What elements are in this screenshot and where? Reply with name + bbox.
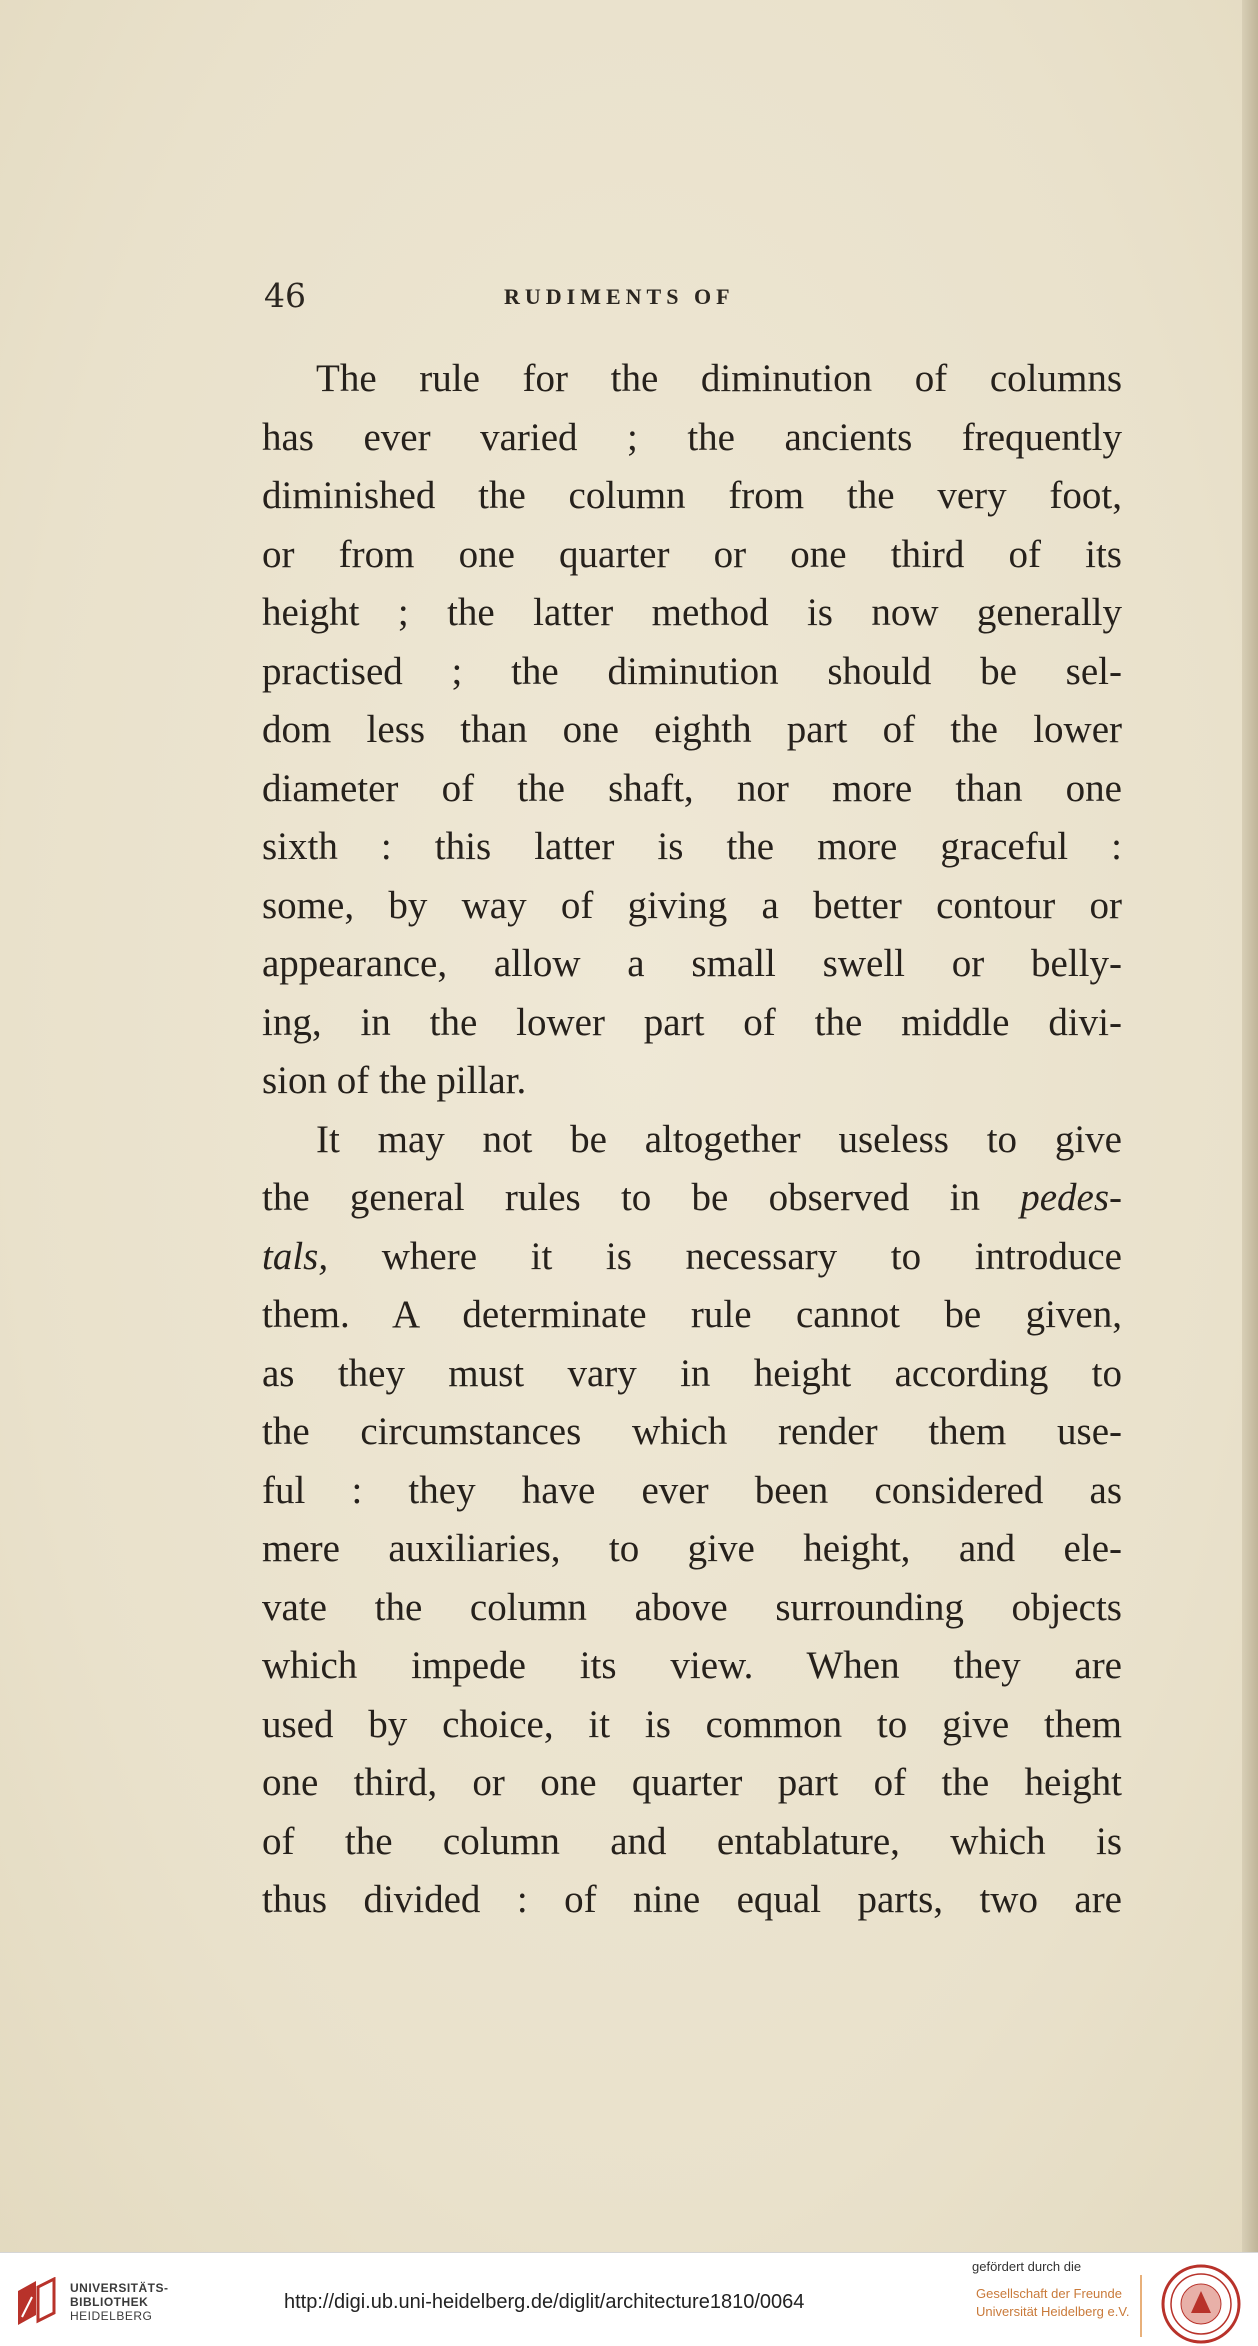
library-footer [0, 2252, 1258, 2346]
text-line: It may not be altogether useless to give [316, 1117, 1122, 1161]
text-line: one third, or one quarter part of the height [262, 1761, 1122, 1804]
text-span: where it is necessary to introduce [328, 1234, 1122, 1278]
university-seal-icon [1160, 2263, 1242, 2345]
text-span: the general rules to be observed in [262, 1176, 980, 1219]
running-head [264, 276, 984, 322]
page-number: 46 [264, 276, 306, 315]
text-line: The rule for the diminution of columns [316, 357, 1122, 400]
text-line: sion of the pillar. [262, 1059, 527, 1102]
text-line: as they must vary in height according to [262, 1351, 1122, 1395]
text-line: has ever varied ; the ancients frequently [262, 415, 1122, 459]
text-line: diameter of the shaft, nor more than one [262, 766, 1122, 810]
text-line [262, 1228, 1122, 1287]
text-line: vate the column above surrounding objects [262, 1585, 1122, 1629]
library-name-line: BIBLIOTHEK [70, 2295, 149, 2309]
text-line: thus divided : of nine equal parts, two are [262, 1878, 1122, 1921]
library-name-line: UNIVERSITÄTS- [70, 2281, 169, 2295]
divider [1140, 2275, 1142, 2337]
text-line: dom less than one eighth part of the lower [262, 708, 1122, 751]
text-line: appearance, allow a small swell or belly- [262, 942, 1122, 985]
text-line-with-italic [262, 1169, 1122, 1228]
university-library-logo-icon [14, 2277, 58, 2329]
text-line: sixth : this latter is the more graceful : [262, 825, 1122, 868]
page-edge-shadow [1242, 0, 1258, 2252]
sponsor-name-line: Gesellschaft der Freunde [976, 2286, 1122, 2301]
text-line: some, by way of giving a better contour or [262, 883, 1122, 927]
sponsor-name-line: Universität Heidelberg e.V. [976, 2304, 1130, 2319]
body-text [262, 350, 1122, 1930]
text-line: practised ; the diminution should be sel- [262, 649, 1122, 693]
text-line: of the column and entablature, which is [262, 1819, 1122, 1863]
library-name [70, 2281, 169, 2323]
italic-word-continuation: tals, [262, 1234, 329, 1278]
permalink-url[interactable]: http://digi.ub.uni-heidelberg.de/diglit/architecture1810/0064 [284, 2291, 805, 2313]
text-line: which impede its view. When they are [262, 1644, 1122, 1687]
text-line: height ; the latter method is now generally [262, 591, 1122, 634]
text-line: ing, in the lower part of the middle divi- [262, 1000, 1122, 1044]
text-line: the circumstances which render them use- [262, 1410, 1122, 1453]
italic-word: pedes- [1020, 1176, 1122, 1219]
sponsor-label: gefördert durch die [972, 2259, 1082, 2274]
text-line: diminished the column from the very foot, [262, 474, 1122, 517]
sponsor-name [976, 2285, 1129, 2321]
text-line: mere auxiliaries, to give height, and ele- [262, 1527, 1122, 1570]
running-title: RUDIMENTS OF [504, 284, 735, 309]
text-line: used by choice, it is common to give them [262, 1702, 1122, 1746]
text-line: them. A determinate rule cannot be given, [262, 1293, 1122, 1336]
library-name-line: HEIDELBERG [70, 2309, 153, 2323]
text-line: or from one quarter or one third of its [262, 532, 1122, 576]
text-line: ful : they have ever been considered as [262, 1468, 1122, 1512]
